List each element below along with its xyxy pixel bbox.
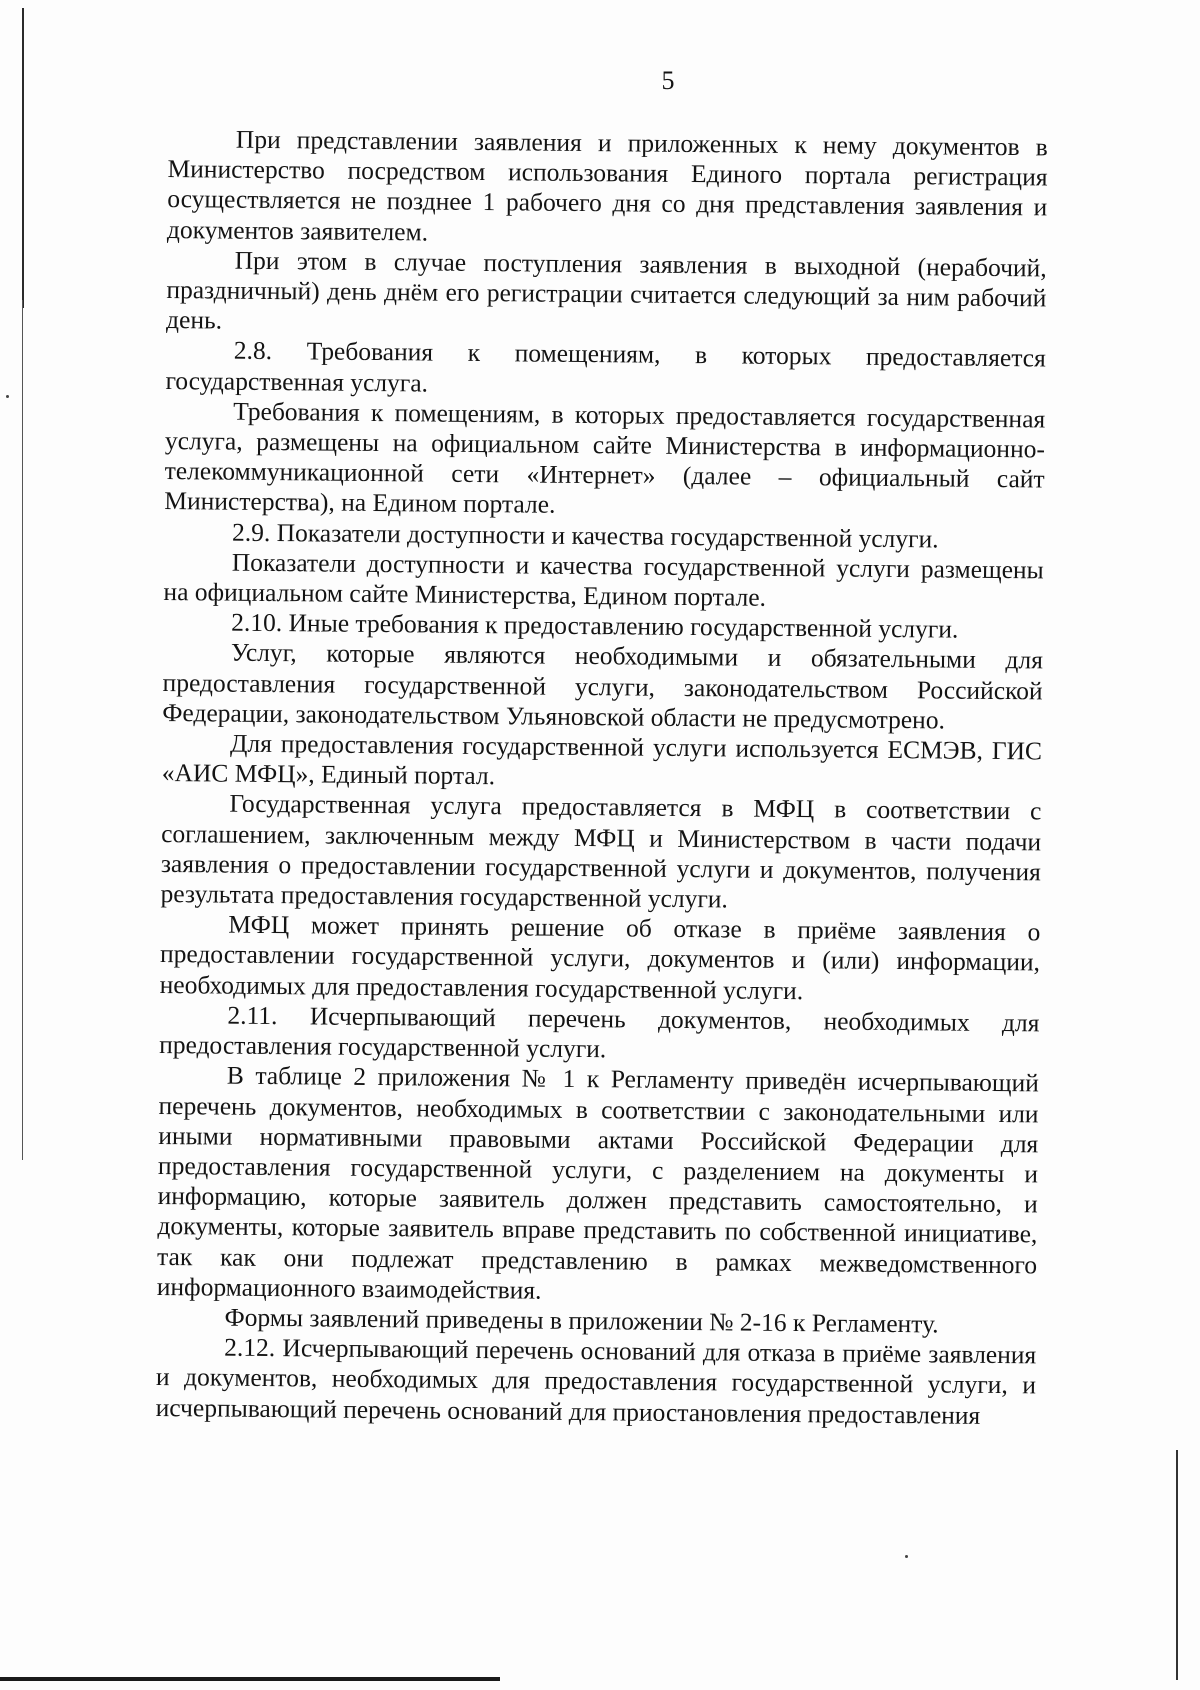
section-heading: 2.9. Показатели доступности и качества государственной услуги. [231, 517, 939, 554]
scan-edge-line-left [22, 8, 24, 308]
paragraph: Показатели доступности и качества государственной услуги размещены на официальном сайте Министерства, Едином портале. [163, 547, 1044, 612]
paragraph: Для предоставления государственной услуги используется ЕСМЭВ, ГИС «АИС МФЦ», Единый портал. [161, 728, 1043, 791]
section-heading: 2.10. Иные требования к предоставлению государственной услуги. [231, 607, 959, 644]
section-heading: 2.8. Требования к помещениям, в которых предоставляется государственная услуга. [165, 336, 1046, 398]
scan-edge-line-right [1176, 1450, 1178, 1680]
scan-speck [905, 1555, 908, 1558]
paragraph: При представлении заявления и приложенных к нему документов в Министерство посредством использования Единого портала регистрация осуществляется не позднее 1 рабочего дня со дня представления заявления и документов заявителем. [166, 124, 1048, 247]
paragraph: Требования к помещениям, в которых предоставляется государственная услуга, размещены на официальном сайте Министерства в информационно-телекоммуникационной сети «Интернет» (далее – официальный сайт Министерства), на Едином портале. [164, 396, 1046, 520]
paragraph: Государственная услуга предоставляется в МФЦ в соответствии с соглашением, заключенным между МФЦ и Министерством в части подачи заявления о предоставлении государственной услуги и документов, получения результата предоставления государственной услуги. [160, 789, 1042, 914]
section-heading: 2.12. Исчерпывающий перечень оснований для отказа в приёме заявления и документов, необходимых для предоставления государственной услуги, и исчерпывающий перечень оснований для приостановления предоставления [155, 1332, 1037, 1430]
paragraph: Услуг, которые являются необходимыми и обязательными для предоставления государственной услуги, законодательством Российской Федерации, законодательством Ульяновской области не предусмотрено. [162, 638, 1044, 735]
document-body [156, 124, 1048, 1431]
scan-edge-line-bottom [0, 1677, 500, 1681]
paragraph: При этом в случае поступления заявления в выходной (нерабочий, праздничный) день днём его регистрации считается следующий за ним рабочий день. [165, 245, 1047, 335]
paragraph: МФЦ может принять решение об отказе в приёме заявления о предоставлении государственной услуги, документов и (или) информации, необходимых для предоставления государственной услуги. [159, 909, 1041, 1005]
paragraph: В таблице 2 приложения № 1 к Регламенту приведён исчерпывающий перечень документов, необходимых в соответствии с законодательными или иными нормативными правовыми актами Российской Федерации для предоставления государственной услуги, с разделением на документы и информацию, которые заявитель должен представить самостоятельно, и документы, которые заявитель вправе представить по собственной инициативе, так как они подлежат представлению в рамках межведомственного информационного взаимодействия. [156, 1060, 1039, 1305]
section-heading: 2.11. Исчерпывающий перечень документов, необходимых для предоставления государственной услуги. [159, 1000, 1040, 1064]
scan-speck [6, 395, 9, 398]
page-number: 5 [661, 66, 675, 95]
scan-edge-line-left-faint [22, 300, 23, 1160]
paragraph: Формы заявлений приведены в приложении № 2-16 к Регламенту. [224, 1302, 939, 1339]
